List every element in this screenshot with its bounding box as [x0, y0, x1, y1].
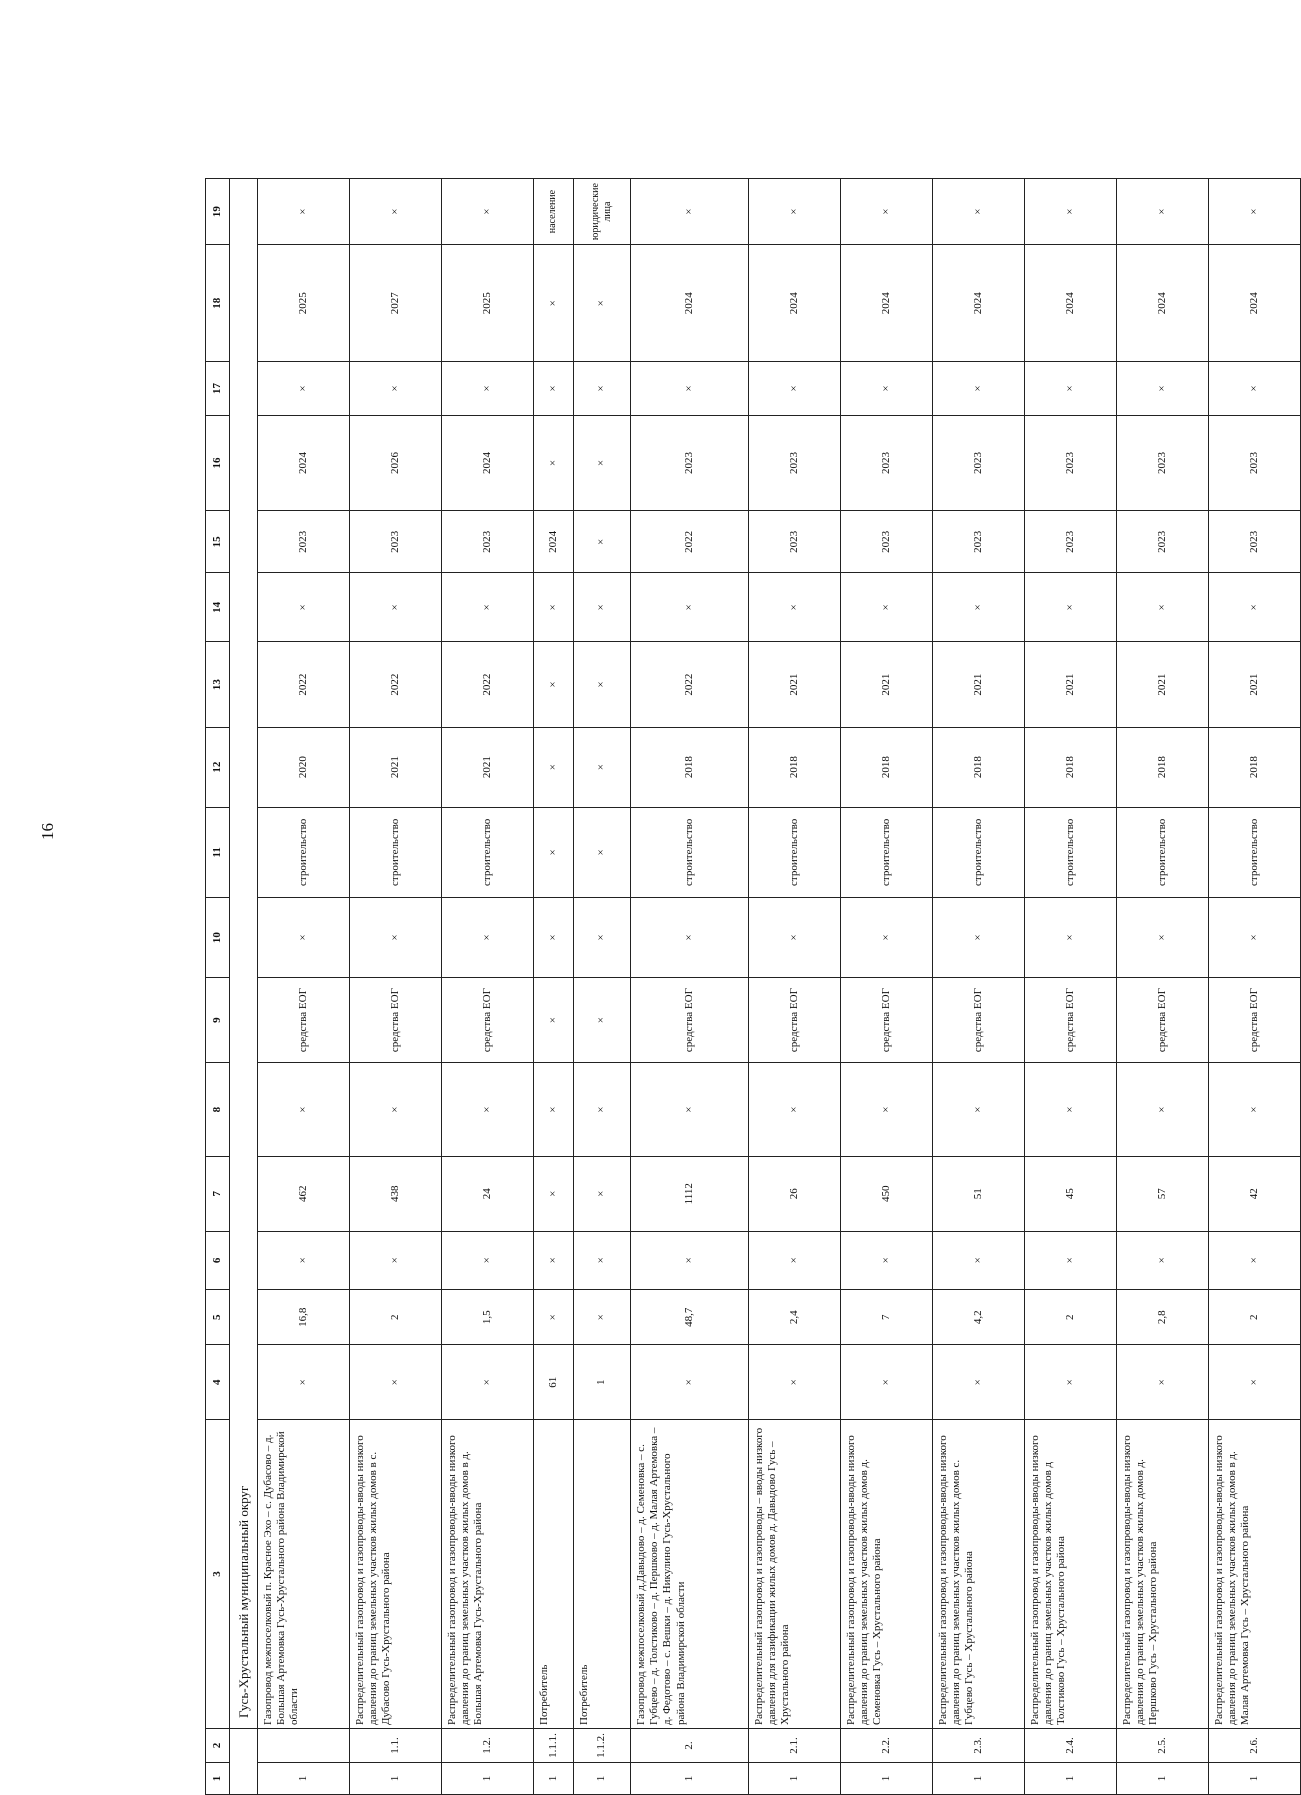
table-cell: ×	[533, 642, 573, 727]
table-cell: ×	[631, 573, 749, 642]
table-cell: ×	[1024, 179, 1116, 245]
table-cell: средства ЕОГ	[631, 978, 749, 1063]
table-cell: 2,8	[1116, 1290, 1208, 1345]
header-cell: 10	[206, 898, 230, 978]
table-cell: 2.6.	[1208, 1728, 1300, 1762]
table-cell: 2023	[1024, 415, 1116, 511]
table-cell: ×	[533, 1156, 573, 1231]
table-cell: 2025	[258, 245, 350, 362]
table-cell: 1112	[631, 1156, 749, 1231]
table-cell: строительство	[441, 807, 533, 898]
table-cell: ×	[749, 898, 841, 978]
table-cell: 2023	[749, 511, 841, 573]
table-cell: 1	[1024, 1763, 1116, 1795]
table-cell: ×	[933, 573, 1025, 642]
table-cell: ×	[1208, 1231, 1300, 1290]
table-cell: ×	[1116, 1345, 1208, 1420]
table-cell: 1,5	[441, 1290, 533, 1345]
table-cell: ×	[573, 1063, 630, 1157]
table-cell: Распределительный газопровод и газопроводы-вводы низкого давления до границ земельных участков жилых домов д. Семеновка Гусь – Хрустального района	[841, 1420, 933, 1729]
table-cell: 2023	[1116, 511, 1208, 573]
header-cell: 9	[206, 978, 230, 1063]
table-cell: ×	[841, 573, 933, 642]
table-cell: 462	[258, 1156, 350, 1231]
table-cell: 2022	[631, 642, 749, 727]
header-cell: 17	[206, 362, 230, 415]
header-cell: 8	[206, 1063, 230, 1157]
table-cell: средства ЕОГ	[1208, 978, 1300, 1063]
table-cell: 2024	[1024, 245, 1116, 362]
table-cell: ×	[258, 1345, 350, 1420]
table-cell: Распределительный газопровод и газопроводы-вводы низкого давления до границ земельных участков жилых домов с. Губцево Гусь – Хрустального района	[933, 1420, 1025, 1729]
table-cell: 2021	[1024, 642, 1116, 727]
table-cell: средства ЕОГ	[1116, 978, 1208, 1063]
table-cell: ×	[441, 1345, 533, 1420]
table-cell: Потребитель	[533, 1420, 573, 1729]
table-cell: ×	[349, 898, 441, 978]
section-title: Гусь-Хрустальный муниципальный округ	[230, 179, 258, 1729]
table-cell: ×	[573, 573, 630, 642]
table-cell: ×	[1208, 573, 1300, 642]
table-row	[349, 179, 441, 1795]
table-cell: 1.2.	[441, 1728, 533, 1762]
table-cell: ×	[1024, 1063, 1116, 1157]
table-cell: строительство	[1024, 807, 1116, 898]
header-cell: 2	[206, 1728, 230, 1762]
table-cell: 2021	[1116, 642, 1208, 727]
table-cell: ×	[533, 1063, 573, 1157]
table-cell: 2024	[631, 245, 749, 362]
table-cell: 2.4.	[1024, 1728, 1116, 1762]
table-cell: ×	[631, 1345, 749, 1420]
table-cell: строительство	[749, 807, 841, 898]
table-cell: ×	[573, 807, 630, 898]
header-cell: 13	[206, 642, 230, 727]
header-cell: 16	[206, 415, 230, 511]
table-cell: 2025	[441, 245, 533, 362]
table-cell: Распределительный газопровод и газопроводы-вводы низкого давления до границ земельных участков жилых домов в д. Большая Артемовка Гусь-Хрустального района	[441, 1420, 533, 1729]
table-cell: ×	[933, 1231, 1025, 1290]
table-cell: ×	[573, 642, 630, 727]
table-cell: 24	[441, 1156, 533, 1231]
table-cell: ×	[258, 898, 350, 978]
table-cell: Распределительный газопровод и газопроводы-вводы низкого давления до границ земельных участков жилых домов в с. Дубасово Гусь-Хрустального района	[349, 1420, 441, 1729]
header-cell: 4	[206, 1345, 230, 1420]
table-cell: 2018	[631, 727, 749, 807]
table-row	[533, 179, 573, 1795]
header-cell: 12	[206, 727, 230, 807]
table-cell: 2024	[841, 245, 933, 362]
table-cell: ×	[1116, 362, 1208, 415]
table-cell: 2022	[631, 511, 749, 573]
table-cell: средства ЕОГ	[441, 978, 533, 1063]
table-cell: ×	[349, 1063, 441, 1157]
table-row	[258, 179, 350, 1795]
table-cell: ×	[441, 362, 533, 415]
table-cell: ×	[1024, 898, 1116, 978]
table-cell: 2021	[349, 727, 441, 807]
table-cell: ×	[841, 1063, 933, 1157]
table-cell: строительство	[349, 807, 441, 898]
table-cell: 61	[533, 1345, 573, 1420]
table-cell: 1	[631, 1763, 749, 1795]
table-cell: средства ЕОГ	[1024, 978, 1116, 1063]
table-cell: Распределительный газопровод и газопроводы-вводы низкого давления до границ земельных участков жилых домов д. Першково Гусь – Хрустального района	[1116, 1420, 1208, 1729]
table-cell: 48,7	[631, 1290, 749, 1345]
table-cell: 2.	[631, 1728, 749, 1762]
header-cell: 7	[206, 1156, 230, 1231]
table-cell: 57	[1116, 1156, 1208, 1231]
table-cell: ×	[1116, 179, 1208, 245]
table-cell: Распределительный газопровод и газопроводы – вводы низкого давления для газификации жилых домов д. Давыдово Гусь – Хрустального района	[749, 1420, 841, 1729]
table-cell: ×	[631, 362, 749, 415]
table-cell: ×	[1116, 573, 1208, 642]
section-row	[230, 179, 258, 1795]
table-cell: 2027	[349, 245, 441, 362]
table-cell: строительство	[1116, 807, 1208, 898]
table-cell: строительство	[1208, 807, 1300, 898]
table-cell: 2024	[933, 245, 1025, 362]
header-row	[206, 179, 230, 1795]
table-cell: 1.1.1.	[533, 1728, 573, 1762]
table-cell: 2023	[349, 511, 441, 573]
table-cell: 2023	[441, 511, 533, 573]
table-cell: ×	[533, 898, 573, 978]
table-cell: 2023	[841, 415, 933, 511]
table-row	[1024, 179, 1116, 1795]
table-cell: 1	[349, 1763, 441, 1795]
header-cell: 19	[206, 179, 230, 245]
table-row	[749, 179, 841, 1795]
table-cell: 2020	[258, 727, 350, 807]
table-cell: ×	[1208, 362, 1300, 415]
table-cell: ×	[258, 1231, 350, 1290]
table-cell	[258, 1728, 350, 1762]
table-cell: 2022	[258, 642, 350, 727]
table-cell: ×	[631, 898, 749, 978]
table-cell: 45	[1024, 1156, 1116, 1231]
table-cell: ×	[1116, 1231, 1208, 1290]
table-cell: 2023	[933, 415, 1025, 511]
table-cell: ×	[1024, 573, 1116, 642]
table-cell: средства ЕОГ	[749, 978, 841, 1063]
table-cell: ×	[1024, 1345, 1116, 1420]
table-cell: 2023	[933, 511, 1025, 573]
table-cell: ×	[1024, 362, 1116, 415]
table-cell: ×	[749, 573, 841, 642]
table-cell: 2021	[1208, 642, 1300, 727]
table-cell: ×	[933, 1063, 1025, 1157]
table-cell: ×	[573, 1231, 630, 1290]
table-row	[933, 179, 1025, 1795]
table-cell: 2024	[533, 511, 573, 573]
section-spacer	[230, 1728, 258, 1794]
table-cell: ×	[533, 245, 573, 362]
table-cell: 2023	[1024, 511, 1116, 573]
table-cell: ×	[933, 898, 1025, 978]
table-cell: средства ЕОГ	[258, 978, 350, 1063]
table-cell: 1	[1208, 1763, 1300, 1795]
table-cell: ×	[533, 727, 573, 807]
table-cell: ×	[841, 179, 933, 245]
table-cell: ×	[441, 898, 533, 978]
table-cell: 26	[749, 1156, 841, 1231]
table-cell: 2021	[441, 727, 533, 807]
table-cell: 2026	[349, 415, 441, 511]
table-cell: средства ЕОГ	[933, 978, 1025, 1063]
table-cell: 2023	[258, 511, 350, 573]
table-cell: ×	[1208, 1063, 1300, 1157]
table-cell: 1	[841, 1763, 933, 1795]
table-row	[441, 179, 533, 1795]
header-cell: 15	[206, 511, 230, 573]
rotated-table-wrapper	[205, 178, 1301, 1795]
table-cell: 2023	[1116, 415, 1208, 511]
table-cell: 1	[749, 1763, 841, 1795]
table-cell: ×	[573, 362, 630, 415]
table-row	[573, 179, 630, 1795]
table-cell: 1	[441, 1763, 533, 1795]
table-cell: 2018	[933, 727, 1025, 807]
table-row	[631, 179, 749, 1795]
header-cell: 11	[206, 807, 230, 898]
table-cell: ×	[841, 1231, 933, 1290]
table-cell: строительство	[933, 807, 1025, 898]
table-cell: ×	[933, 362, 1025, 415]
table-row	[841, 179, 933, 1795]
table-cell: ×	[631, 1231, 749, 1290]
table-cell: 2018	[1208, 727, 1300, 807]
table-cell: ×	[749, 1231, 841, 1290]
table-cell: 2018	[1116, 727, 1208, 807]
table-cell: 2021	[841, 642, 933, 727]
table-cell: 2022	[349, 642, 441, 727]
table-cell: ×	[258, 179, 350, 245]
table-cell: 2018	[841, 727, 933, 807]
header-cell: 6	[206, 1231, 230, 1290]
table-cell: 450	[841, 1156, 933, 1231]
table-cell: 1	[258, 1763, 350, 1795]
table-cell: ×	[573, 415, 630, 511]
table-row	[1116, 179, 1208, 1795]
table-cell: ×	[533, 362, 573, 415]
table-cell: 2024	[258, 415, 350, 511]
table-cell: ×	[573, 1290, 630, 1345]
table-cell: ×	[749, 1345, 841, 1420]
table-cell: 2023	[631, 415, 749, 511]
table-cell: ×	[933, 1345, 1025, 1420]
table-cell: ×	[258, 1063, 350, 1157]
table-cell: средства ЕОГ	[349, 978, 441, 1063]
table-cell: ×	[749, 1063, 841, 1157]
table-cell: ×	[533, 415, 573, 511]
table-cell: 2022	[441, 642, 533, 727]
table-cell: ×	[349, 1231, 441, 1290]
table-cell: 2.2.	[841, 1728, 933, 1762]
table-cell: ×	[573, 511, 630, 573]
table-cell: Распределительный газопровод и газопроводы-вводы низкого давления до границ земельных участков жилых домов д Толстиково Гусь – Хрустального района	[1024, 1420, 1116, 1729]
table-cell: ×	[349, 573, 441, 642]
table-cell: 2021	[749, 642, 841, 727]
table-cell: строительство	[841, 807, 933, 898]
table-cell: 2023	[749, 415, 841, 511]
table-cell: ×	[631, 1063, 749, 1157]
table-cell: 2023	[1208, 511, 1300, 573]
gasification-table	[205, 178, 1301, 1795]
table-cell: 1	[573, 1763, 630, 1795]
table-cell: 2023	[1208, 415, 1300, 511]
table-cell: строительство	[258, 807, 350, 898]
table-cell: 1.1.2.	[573, 1728, 630, 1762]
table-cell: ×	[933, 179, 1025, 245]
table-cell: ×	[441, 179, 533, 245]
table-cell: ×	[1208, 1345, 1300, 1420]
table-cell: ×	[573, 245, 630, 362]
table-cell: 1.1.	[349, 1728, 441, 1762]
table-cell: 2	[1024, 1290, 1116, 1345]
header-cell: 5	[206, 1290, 230, 1345]
table-cell: Газопровод межпоселковый д.Давыдово – д. Семеновка – с. Губцево – д. Толстиково – д. Першково – д. Малая Артемовка – д. Федотово – с. Вешки – д. Никулино Гусь-Хрустального района Владимирской области	[631, 1420, 749, 1729]
table-cell: 2.1.	[749, 1728, 841, 1762]
table-cell: ×	[533, 573, 573, 642]
table-cell: ×	[441, 1231, 533, 1290]
table-cell: ×	[1024, 1231, 1116, 1290]
table-cell: ×	[349, 179, 441, 245]
table-cell: Потребитель	[573, 1420, 630, 1729]
table-cell: ×	[258, 362, 350, 415]
table-cell: ×	[573, 978, 630, 1063]
table-cell: 2024	[749, 245, 841, 362]
table-cell: ×	[349, 362, 441, 415]
table-cell: 42	[1208, 1156, 1300, 1231]
header-cell: 14	[206, 573, 230, 642]
table-cell: юридические лица	[573, 179, 630, 245]
table-cell: 2018	[749, 727, 841, 807]
table-cell: ×	[573, 898, 630, 978]
table-cell: 2024	[1208, 245, 1300, 362]
table-cell: ×	[533, 978, 573, 1063]
table-cell: 1	[533, 1763, 573, 1795]
table-cell: ×	[631, 179, 749, 245]
table-cell: 1	[1116, 1763, 1208, 1795]
table-cell: ×	[533, 807, 573, 898]
table-cell: 2	[1208, 1290, 1300, 1345]
table-cell: ×	[749, 179, 841, 245]
table-cell: 51	[933, 1156, 1025, 1231]
table-cell: Распределительный газопровод и газопроводы-вводы низкого давления до границ земельных участков жилых домов в д. Малая Артемовка Гусь – Хрустального района	[1208, 1420, 1300, 1729]
header-cell: 18	[206, 245, 230, 362]
table-cell: 2018	[1024, 727, 1116, 807]
table-cell: ×	[1116, 898, 1208, 978]
table-cell: ×	[841, 1345, 933, 1420]
table-cell: 2.3.	[933, 1728, 1025, 1762]
table-cell: 16,8	[258, 1290, 350, 1345]
table-cell: Газопровод межпоселковый п. Красное Эхо – с. Дубасово – д. Большая Артемовка Гусь-Хрустального района Владимирской области	[258, 1420, 350, 1729]
table-cell: население	[533, 179, 573, 245]
table-cell: 2.5.	[1116, 1728, 1208, 1762]
table-cell: 2	[349, 1290, 441, 1345]
table-cell: ×	[1208, 179, 1300, 245]
header-cell: 3	[206, 1420, 230, 1729]
table-cell: ×	[573, 727, 630, 807]
table-cell: 1	[573, 1345, 630, 1420]
table-cell: 2,4	[749, 1290, 841, 1345]
table-cell: ×	[349, 1345, 441, 1420]
table-cell: ×	[533, 1290, 573, 1345]
header-cell: 1	[206, 1763, 230, 1795]
table-cell: строительство	[631, 807, 749, 898]
table-cell: ×	[841, 362, 933, 415]
table-cell: 1	[933, 1763, 1025, 1795]
table-cell: 7	[841, 1290, 933, 1345]
table-cell: средства ЕОГ	[841, 978, 933, 1063]
table-cell: ×	[441, 1063, 533, 1157]
table-cell: ×	[573, 1156, 630, 1231]
table-cell: ×	[533, 1231, 573, 1290]
table-row	[1208, 179, 1300, 1795]
table-cell: 2024	[441, 415, 533, 511]
table-cell: ×	[1116, 1063, 1208, 1157]
table-cell: ×	[258, 573, 350, 642]
table-cell: ×	[749, 362, 841, 415]
table-cell: 2023	[841, 511, 933, 573]
table-cell: ×	[841, 898, 933, 978]
table-cell: 2024	[1116, 245, 1208, 362]
page-number: 16	[38, 823, 57, 840]
table-cell: ×	[1208, 898, 1300, 978]
table-cell: ×	[441, 573, 533, 642]
table-cell: 2021	[933, 642, 1025, 727]
table-cell: 438	[349, 1156, 441, 1231]
table-cell: 4,2	[933, 1290, 1025, 1345]
